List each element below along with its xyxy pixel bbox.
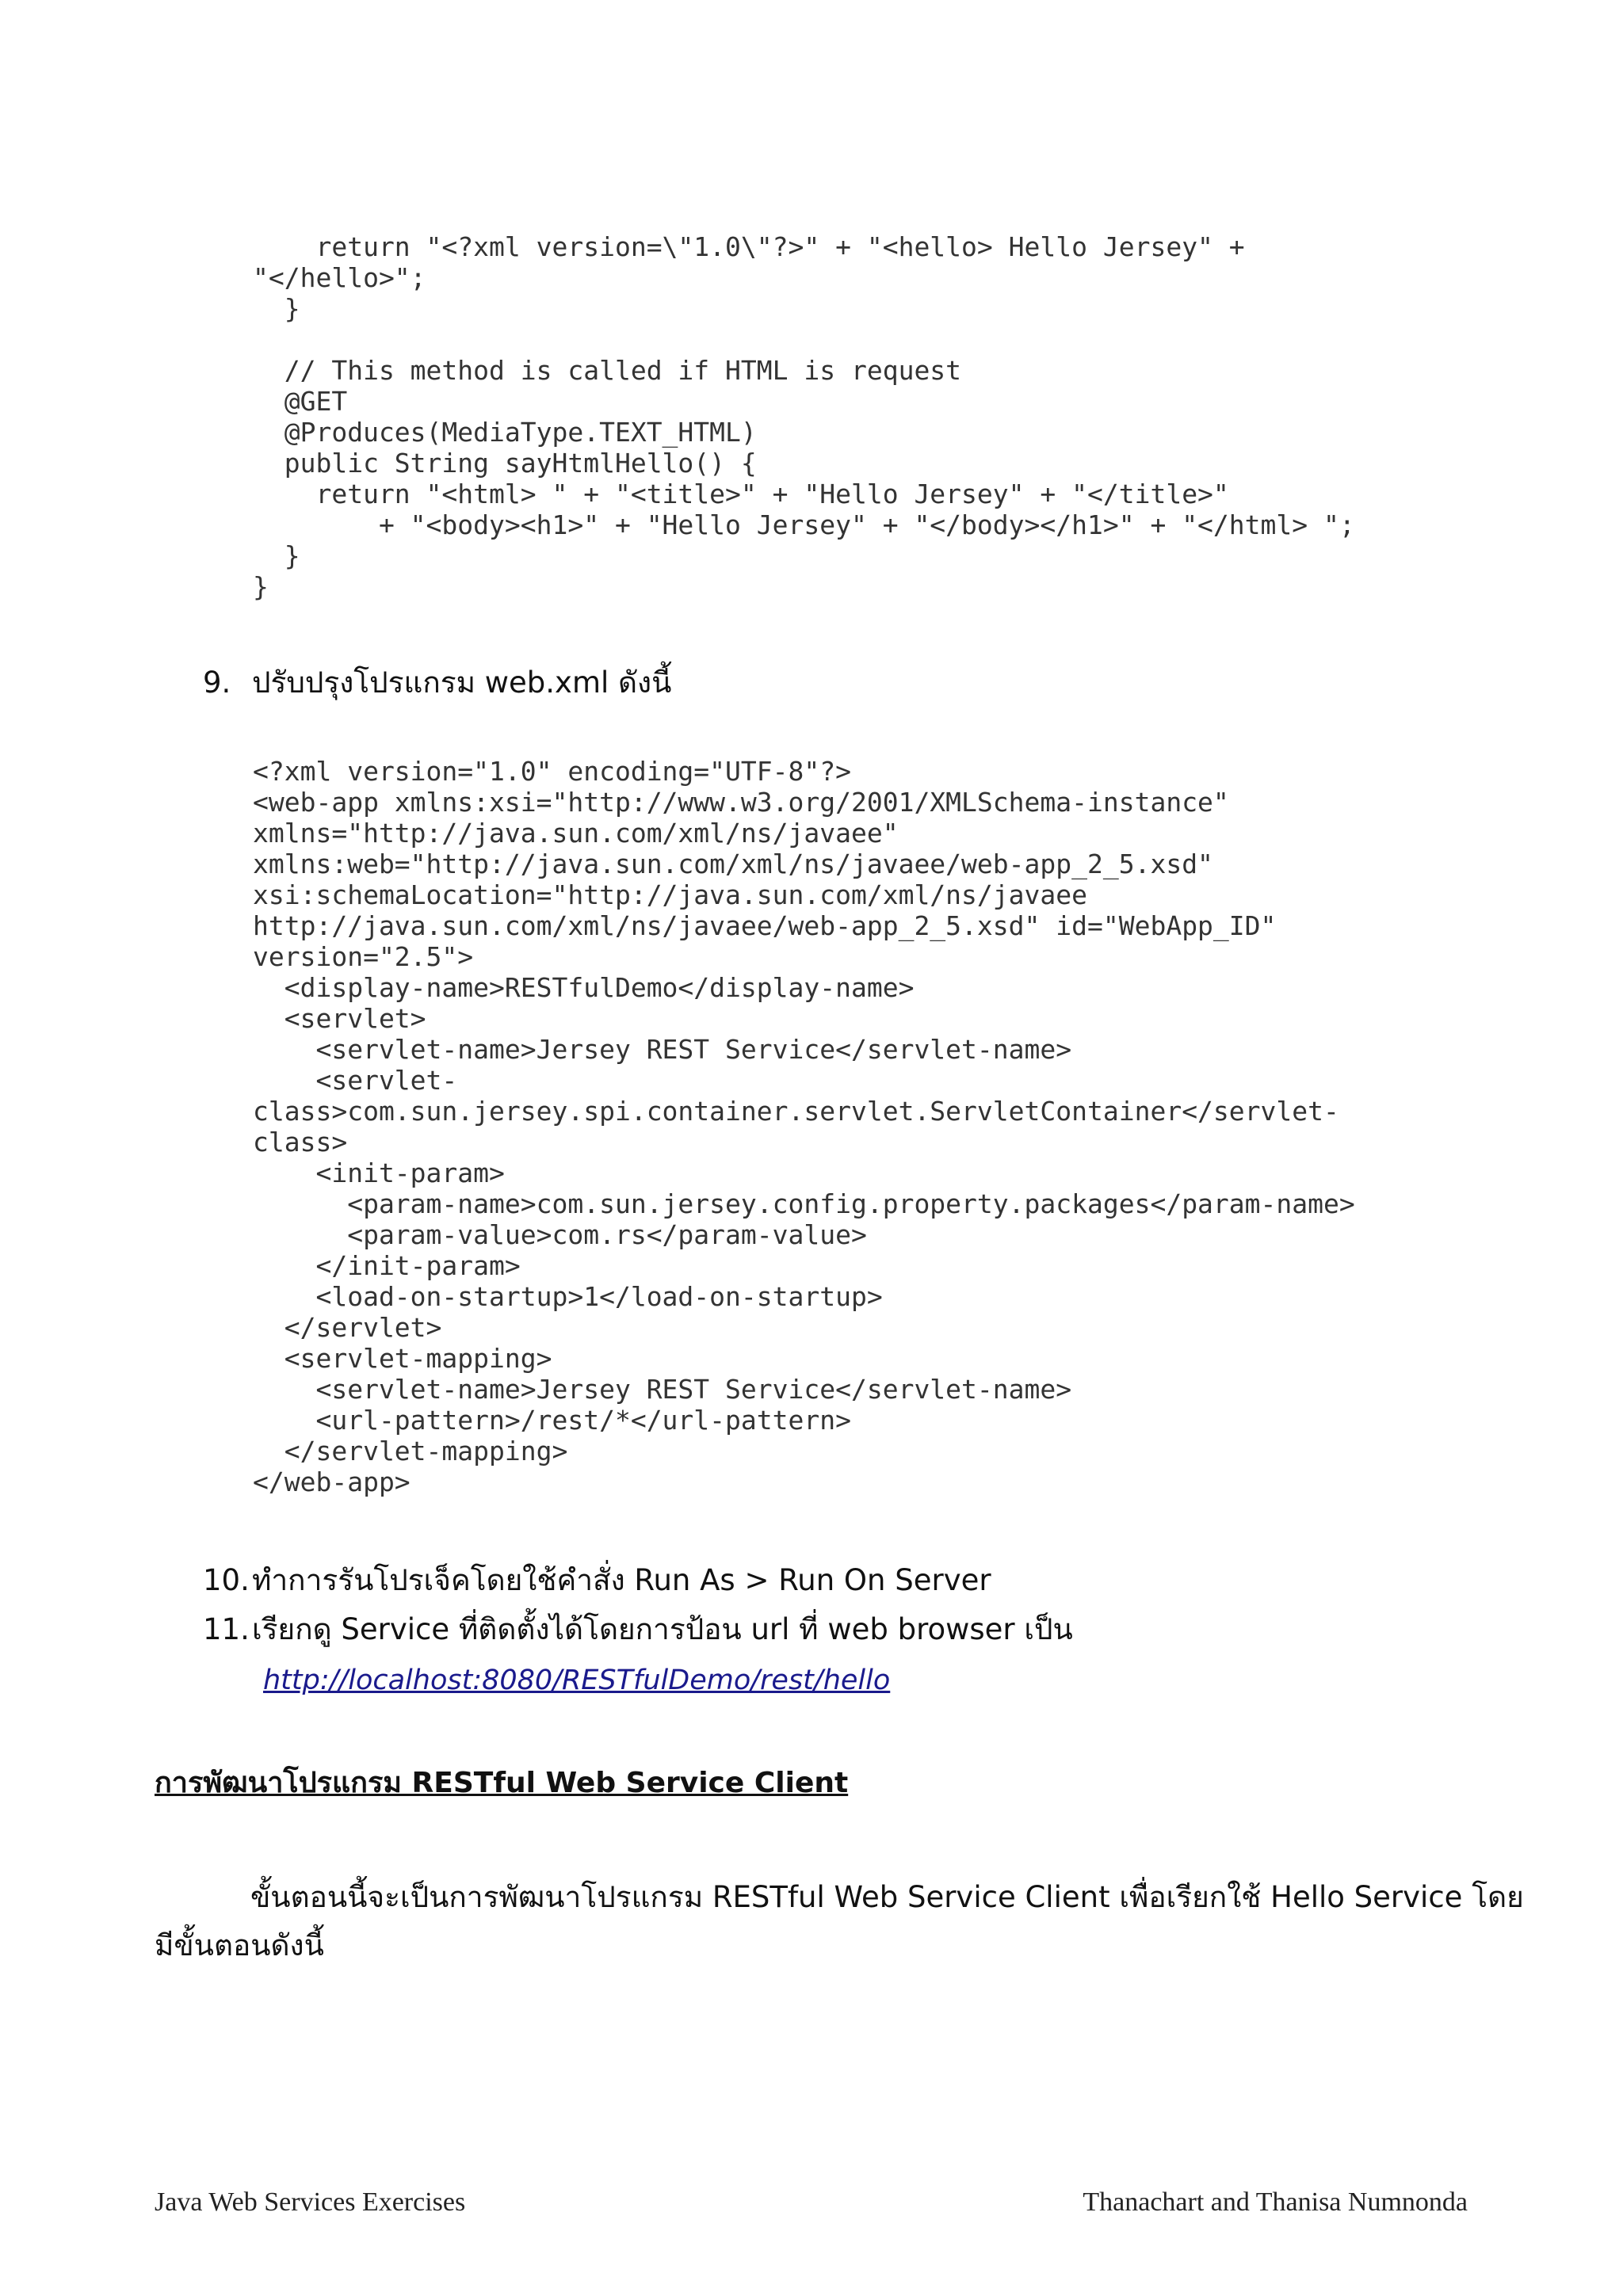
step-9-text: ปรับปรุงโปรแกรม web.xml ดังนี้ — [252, 666, 672, 700]
service-url-link[interactable]: http://localhost:8080/RESTfulDemo/rest/hello — [263, 1665, 891, 1696]
step-10-text: ทำการรันโปรเจ็คโดยใช้คำสั่ง Run As > Run On Server — [252, 1563, 991, 1597]
section-heading: การพัฒนาโปรแกรม RESTful Web Service Client — [155, 1767, 849, 1799]
step-11-number: 11. — [203, 1612, 250, 1646]
java-code-block: return "<?xml version=\"1.0\"?>" + "<hello> Hello Jersey" + "</hello>"; } // This method is called if HTML is request @GET @Produces(MediaType.TEXT_HTML) public String sayHtmlHello() { return "<html> " + "<title>" + "Hello Jersey" + "</title>" + "<body><h1>" + "Hello Jersey" + "</body></h1>" + "</html> "; } } — [253, 231, 1355, 602]
paragraph-line-2: มีขั้นตอนดังนี้ — [155, 1928, 324, 1962]
step-9 — [203, 665, 671, 701]
web-xml-code-block: <?xml version="1.0" encoding="UTF-8"?> <web-app xmlns:xsi="http://www.w3.org/2001/XMLSchema-instance" xmlns="http://java.sun.com/xml/ns/javaee" xmlns:web="http://java.sun.com/xml/ns/javaee/web-app_2_5.xsd" xsi:schemaLocation="http://java.sun.com/xml/ns/javaee http://java.sun.com/xml/ns/javaee/web-app_2_5.xsd" id="WebApp_ID" version="2.5"> <display-name>RESTfulDemo</display-name> <servlet> <servlet-name>Jersey REST Service</servlet-name> <servlet- class>com.sun.jersey.spi.container.servlet.ServletContainer</servlet- class> <init-param> <param-name>com.sun.jersey.config.property.packages</param-name> <param-value>com.rs</param-value> </init-param> <load-on-startup>1</load-on-startup> </servlet> <servlet-mapping> <servlet-name>Jersey REST Service</servlet-name> <url-pattern>/rest/*</url-pattern> </servlet-mapping> </web-app> — [253, 756, 1355, 1497]
step-10-number: 10. — [203, 1563, 250, 1597]
step-11 — [203, 1611, 1073, 1648]
step-9-number: 9. — [203, 666, 231, 700]
step-11-text: เรียกดู Service ที่ติดตั้งได้โดยการป้อน url ที่ web browser เป็น — [252, 1612, 1073, 1646]
step-10 — [203, 1562, 991, 1599]
footer-left-text: Java Web Services Exercises — [155, 2187, 466, 2217]
footer-right-text: Thanachart and Thanisa Numnonda — [1083, 2187, 1468, 2217]
paragraph-line-1: ขั้นตอนนี้จะเป็นการพัฒนาโปรแกรม RESTful Web Service Client เพื่อเรียกใช้ Hello Service โดย — [250, 1880, 1524, 1914]
